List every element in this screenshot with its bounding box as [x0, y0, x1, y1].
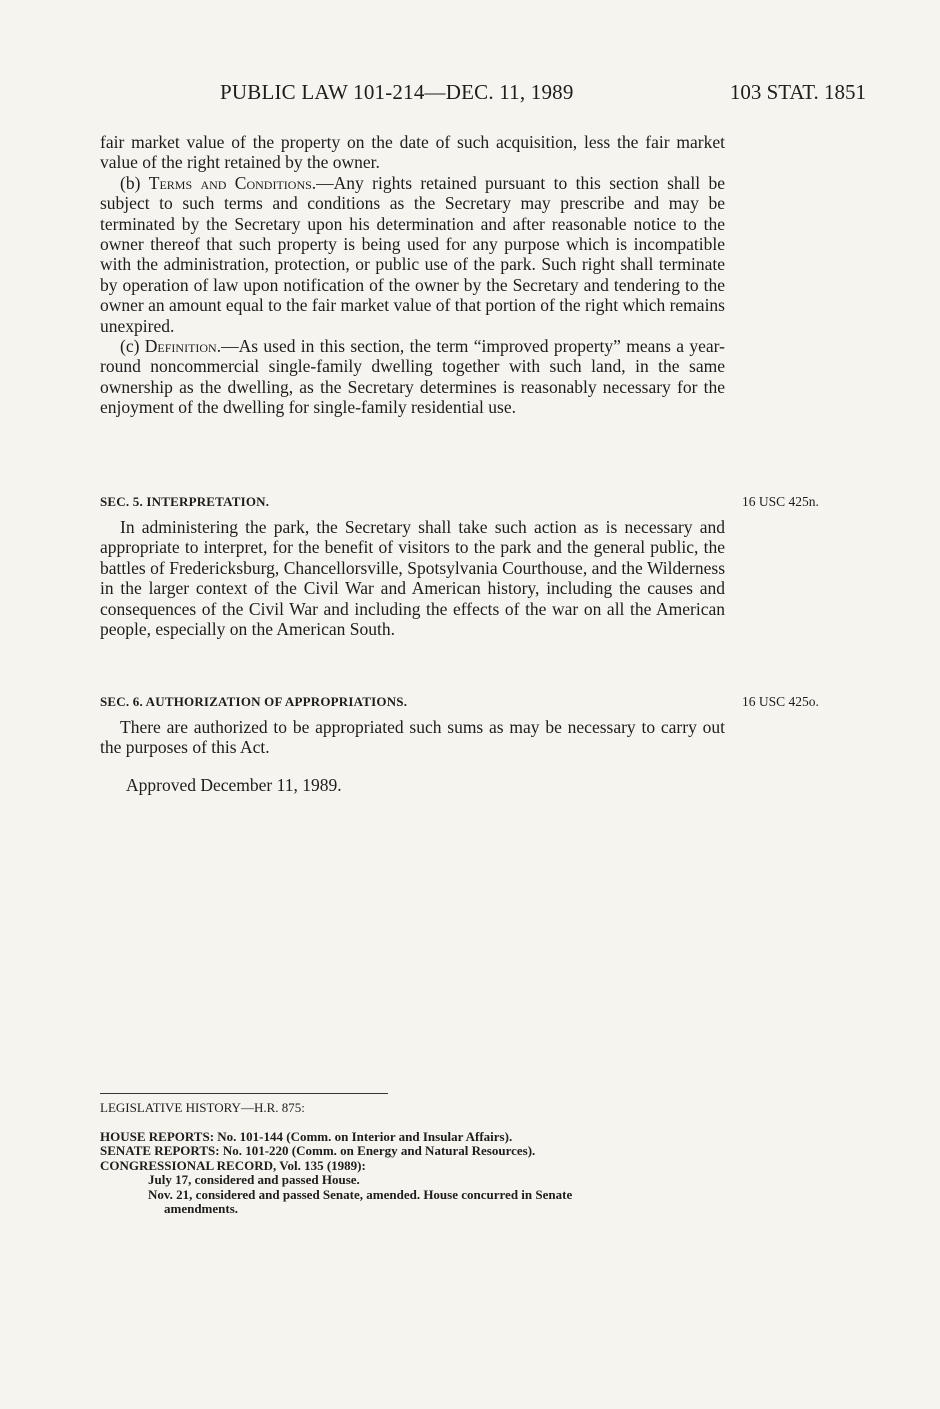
page-header-title: PUBLIC LAW 101-214—DEC. 11, 1989: [220, 80, 574, 104]
paragraph-b-heading: Terms and Conditions: [148, 172, 312, 193]
paragraph-b: [100, 173, 725, 336]
paragraph-b-text: .—Any rights retained pursuant to this section shall be subject to such terms and conditions as the Secretary may prescribe and may be terminated by the Secretary upon his determination and after reasonable notice to the owner thereof that such property is being used for any purpose which is incompatible with the administration, protection, or public use of the park. Such right shall terminate by operation of law upon notification of the owner by the Secretary and tendering to the owner an amount equal to the fair market value of that portion of the right which remains unexpired.: [100, 172, 726, 336]
section-6-text: There are authorized to be appropriated such sums as may be necessary to carry out the purposes of this Act.: [100, 717, 725, 758]
approval-date: Approved December 11, 1989.: [126, 775, 342, 795]
paragraph-c-label: (c): [120, 336, 145, 357]
record-entry-senate-continued: amendments.: [164, 1201, 239, 1216]
page-header-stat: 103 STAT. 1851: [729, 80, 866, 104]
section-5-text: In administering the park, the Secretary shall take such action as is necessary and appropriate to interpret, for the benefit of visitors to the park and the general public, the battles of Fredericksburg, Chancellorsville, Spotsylvania Courthouse, and the Wilderness in the larger context of the Civil War and American history, including the causes and consequences of the Civil War and including the effects of the war on all the American people, especially on the American South.: [100, 517, 725, 640]
paragraph-b-label: (b): [120, 172, 149, 193]
section-6-body: [100, 717, 725, 758]
record-entry-house: July 17, considered and passed House.: [148, 1172, 360, 1187]
footnote-rule: [100, 1093, 388, 1094]
paragraph-continuation: fair market value of the property on the date of such acquisition, less the fair market value of the right retained by the owner.: [100, 132, 725, 173]
section-5-margin-note: 16 USC 425n.: [742, 494, 819, 509]
section-5-heading: SEC. 5. INTERPRETATION.: [100, 494, 270, 509]
paragraph-c-text: .—As used in this section, the term “improved property” means a year-round noncommercial single-family dwelling together with such land, in the same ownership as the dwelling, as the Secretary determines is reasonably necessary for the enjoyment of the dwelling for single-family residential use.: [100, 336, 725, 418]
section-6-heading: SEC. 6. AUTHORIZATION OF APPROPRIATIONS.: [100, 694, 408, 709]
paragraph-c: [100, 336, 725, 418]
senate-reports: SENATE REPORTS: No. 101-220 (Comm. on Energy and Natural Resources).: [100, 1143, 536, 1158]
section-4-continuation: [100, 132, 725, 418]
paragraph-c-heading: Definition: [144, 336, 217, 357]
legislative-history: [100, 1101, 740, 1217]
page-header: [100, 80, 870, 112]
legislative-history-title: LEGISLATIVE HISTORY—H.R. 875:: [100, 1100, 305, 1115]
house-reports: HOUSE REPORTS: No. 101-144 (Comm. on Interior and Insular Affairs).: [100, 1128, 513, 1144]
section-5-body: [100, 517, 725, 639]
section-6-margin-note: 16 USC 425o.: [742, 694, 819, 709]
congressional-record: CONGRESSIONAL RECORD, Vol. 135 (1989):: [100, 1157, 366, 1173]
record-entry-senate: Nov. 21, considered and passed Senate, amended. House concurred in Senate: [148, 1186, 573, 1202]
